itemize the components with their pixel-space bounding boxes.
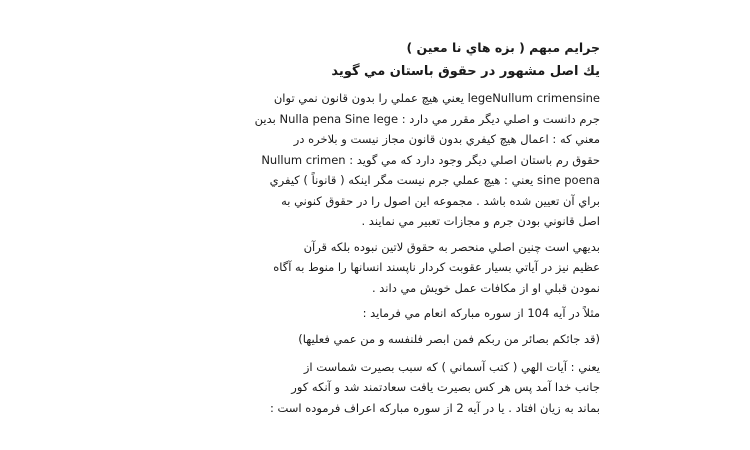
text-line: نمودن قبلي او از مكافات عمل خويش مي داند .	[371, 280, 600, 295]
document-page	[150, 38, 600, 423]
text-line: بماند به زيان افتاد . يا در آيه 2 از سوره مباركه اعراف فرموده است :	[269, 400, 600, 415]
text-line: sine poena يعني : هيچ عملي جرم نيست مگر اينكه ( قانوناً ) كيفري	[269, 173, 600, 187]
text-line: معني كه : اعمال هيچ كيفري بدون قانون مجاز نيست و بلاخره در	[293, 132, 600, 146]
text-line: حقوق رم باستان اصلي ديگر وجود دارد كه مي گويد : Nullum crimen	[261, 152, 600, 167]
text-line: عظيم نيز در آياتي بسيار عقوبت كردار ناپسند انسانها را منوط به آگاه	[273, 260, 600, 274]
paragraph-quran-principle	[150, 237, 600, 299]
text-line: جانب خدا آمد پس هر كس بصيرت يافت سعادتمند شد و آنكه كور	[291, 380, 600, 394]
text-line: بديهي است چنين اصلي منحصر به حقوق لاتين نبوده بلكه قرآن	[303, 239, 600, 254]
text-line: براي آن تعيين شده باشد . مجموعه اين اصول را در حقوق كنوني به	[281, 193, 600, 208]
paragraph-latin-principles	[150, 88, 600, 232]
text-line: اصل قانوني بودن جرم و مجازات تعبير مي نمايند .	[361, 214, 600, 228]
text-line: legeNullum crimensine يعني هيچ عملي را بدون قانون نمي توان	[273, 91, 600, 105]
text-line: جرم دانست و اصلي ديگر مقرر مي دارد : Nulla pena Sine lege بدين	[254, 111, 600, 126]
document-subtitle: يك اصل مشهور در حقوق باستان مي گويد	[331, 64, 600, 79]
document-title: جرايم مبهم ( بزه هاي نا معين )	[406, 40, 600, 55]
text-line: مثلاً در آيه 104 از سوره مباركه انعام مي فرمايد :	[362, 306, 600, 320]
quran-verse: (قد جائكم بصائر من ربكم فمن ابصر فلنفسه و من عمي فعليها)	[298, 331, 600, 346]
paragraph-verse-meaning	[150, 357, 600, 419]
text-line: يعني : آيات الهي ( كتب آسماني ) كه سبب بصيرت شماست از	[303, 359, 600, 374]
paragraph-example-intro	[150, 303, 600, 324]
